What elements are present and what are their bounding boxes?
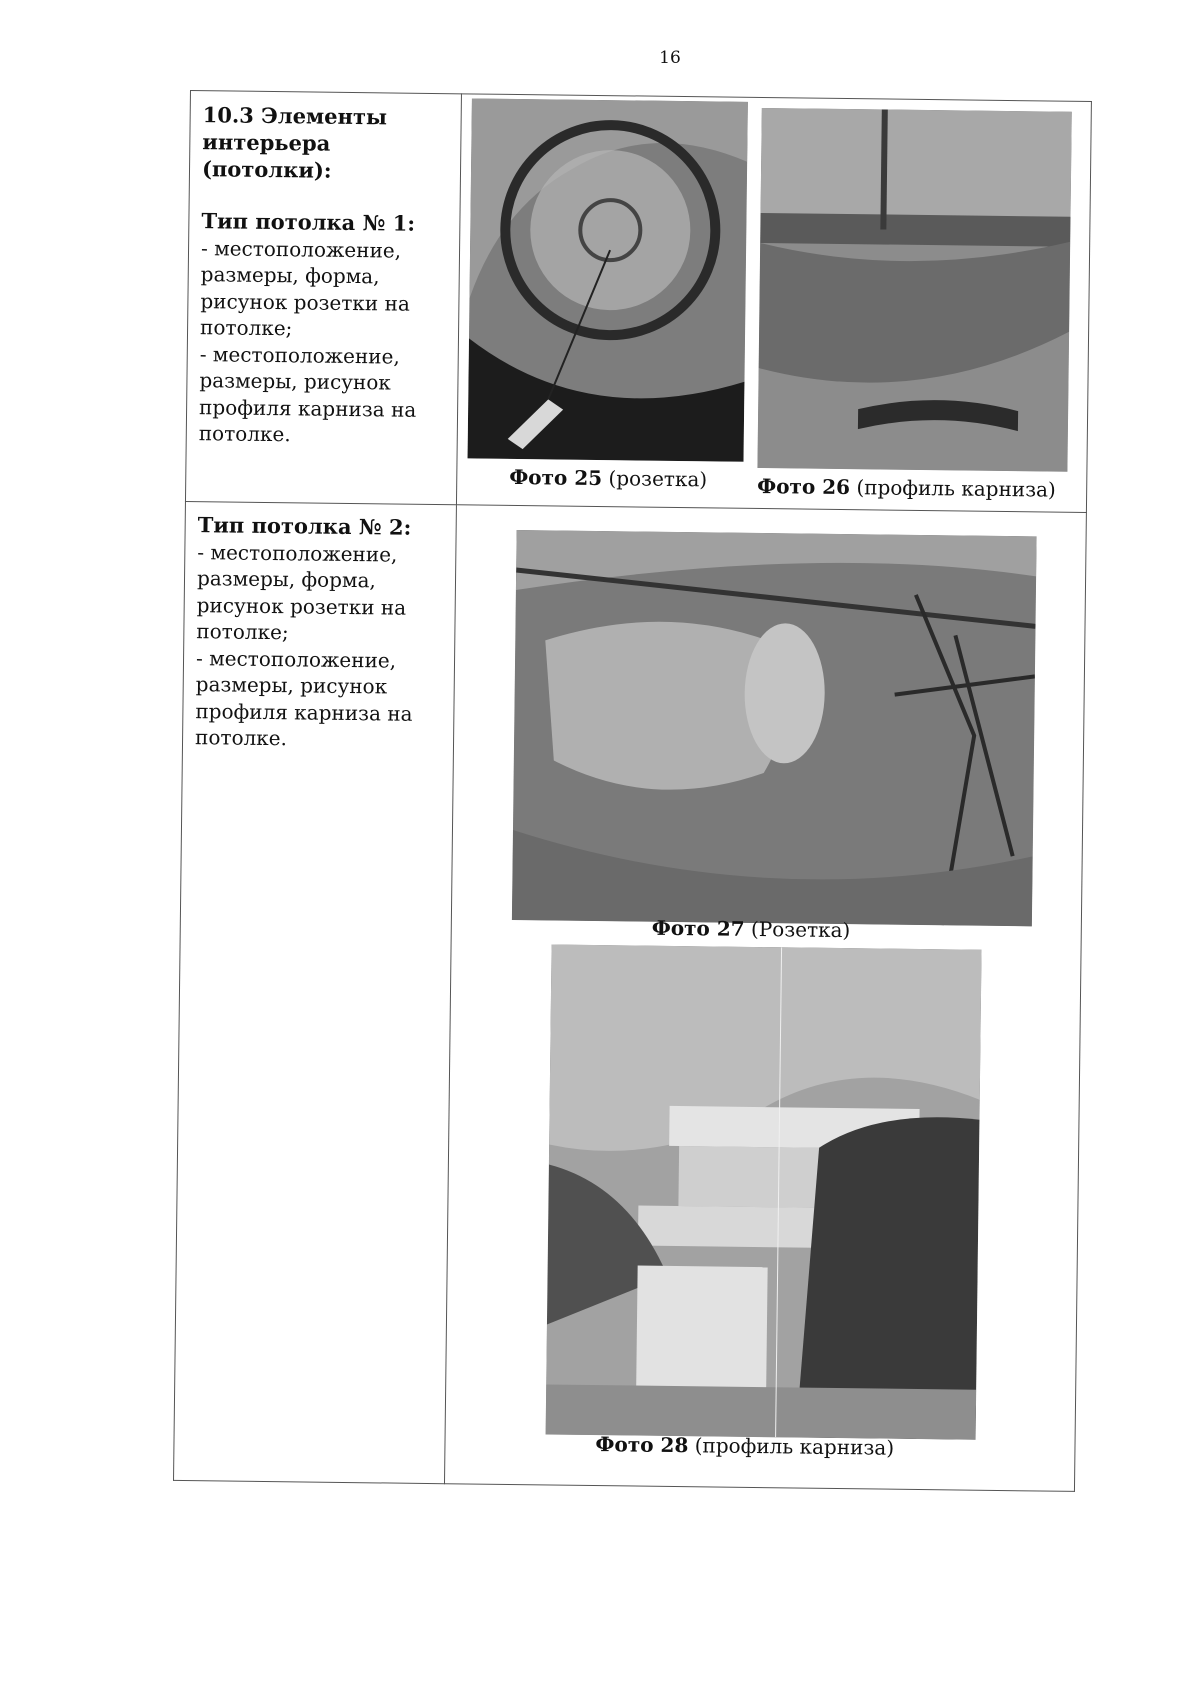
ceiling-type-1-photos (456, 94, 1091, 513)
photo-27-caption: Фото 27 (Розетка) (651, 915, 851, 943)
page-number: 16 (659, 48, 681, 68)
ceiling-type-2-heading: Тип потолка № 2: (197, 512, 412, 540)
table-row (174, 501, 1087, 1491)
photo-26-caption: Фото 26 (профиль карниза) (757, 473, 1056, 502)
list-item: - местоположение, размеры, форма, рисунок розетки на потолке; (196, 539, 407, 645)
photo-28-cornice-profile (546, 944, 982, 1439)
ceiling-type-2-description (174, 501, 457, 1483)
table-row (185, 91, 1091, 513)
ceiling-type-1-description (185, 91, 461, 505)
photo-25-rosette (468, 98, 748, 461)
ceiling-type-2-photos (444, 505, 1086, 1492)
list-item: - местоположение, размеры, форма, рисунок розетки на потолке; (199, 235, 410, 341)
list-item: - местоположение, размеры, рисунок профиля карниза на потолке. (198, 341, 417, 447)
photo-26-cornice-profile (757, 108, 1071, 472)
list-item: - местоположение, размеры, рисунок профиля карниза на потолке. (194, 645, 413, 751)
photo-27-rosette (512, 530, 1037, 926)
photo-28-caption: Фото 28 (профиль карниза) (595, 1432, 895, 1460)
photo-25-caption: Фото 25 (розетка) (509, 464, 708, 492)
ceiling-elements-table (173, 90, 1092, 1492)
ceiling-type-1-heading: Тип потолка № 1: (201, 208, 416, 236)
section-heading: 10.3 Элементы интерьера (потолки): (201, 102, 388, 183)
